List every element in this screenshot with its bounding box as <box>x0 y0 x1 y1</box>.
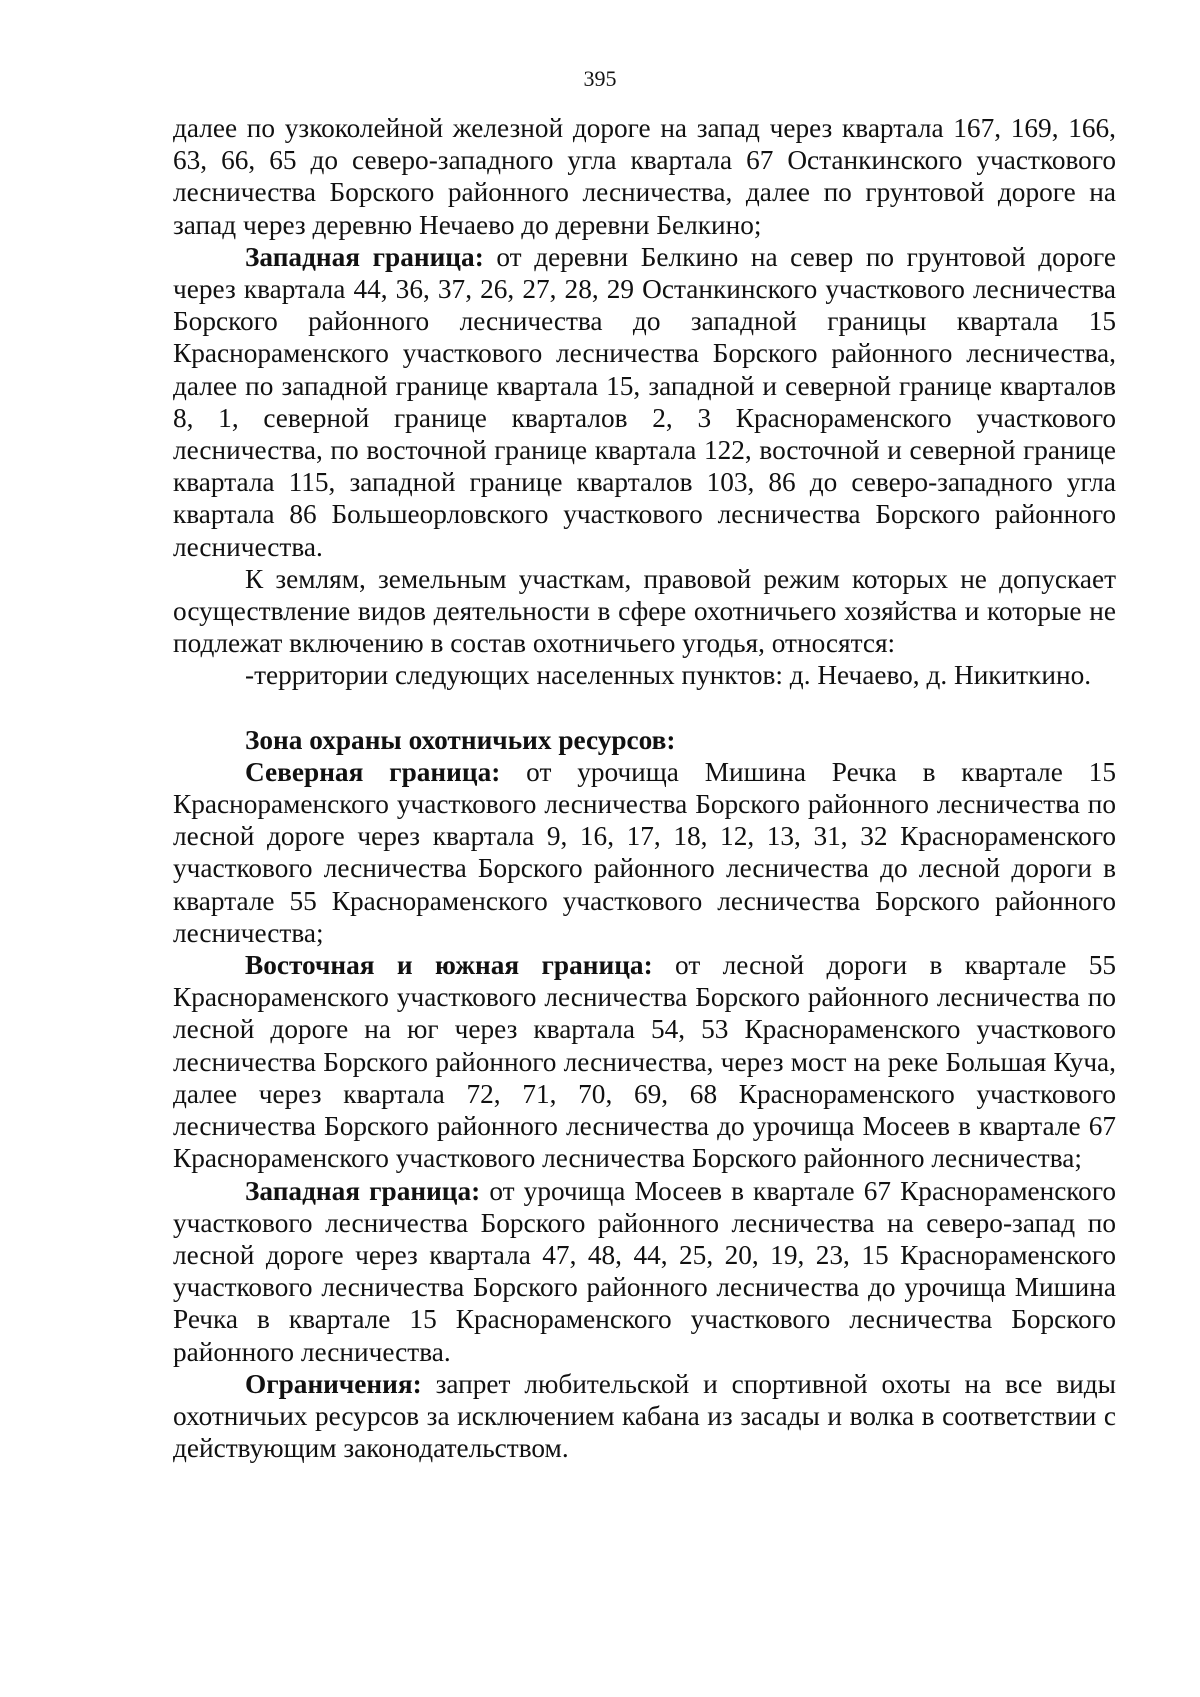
paragraph-restrictions <box>173 1368 1116 1465</box>
document-body <box>173 112 1116 1464</box>
paragraph-west-border <box>173 241 1116 563</box>
east-south-border-label: Восточная и южная граница: <box>245 950 653 981</box>
zone-west-border-text: от урочища Мосеев в квартале 67 Краснораменского участкового лесничества Борского районного лесничества на северо-запад по лесной дороге через квартала 47, 48, 44, 25, 20, 19, 23, 15 Краснораменского участкового лесничества Борского районного лесничества до урочища Мишина Речка в квартале 15 Краснораменского участкового лесничества Борского районного лесничества. <box>173 1175 1116 1367</box>
restrictions-text: запрет любительской и спортивной охоты на все виды охотничьих ресурсов за исключением кабана из засады и волка в соответствии с действующим законодательством. <box>173 1368 1116 1464</box>
paragraph-settlements: -территории следующих населенных пунктов: д. Нечаево, д. Никиткино. <box>245 660 1092 691</box>
paragraph-excluded-lands: К землям, земельным участкам, правовой режим которых не допускает осуществление видов деятельности в сфере охотничьего хозяйства и которые не подлежат включению в состав охотничьего угодья, относятся: <box>173 563 1116 659</box>
zone-west-border-label: Западная граница: <box>245 1175 481 1206</box>
paragraph-north-border <box>173 756 1116 949</box>
section-spacer <box>173 692 1116 724</box>
east-south-border-text: от лесной дороги в квартале 55 Краснораменского участкового лесничества Борского районного лесничества по лесной дороге на юг через квартала 54, 53 Краснораменского участкового лесничества Борского районного лесничества, через мост на реке Большая Куча, далее через квартала 72, 71, 70, 69, 68 Краснораменского участкового лесничества Борского районного лесничества до урочища Мосеев в квартале 67 Краснораменского участкового лесничества Борского районного лесничества; <box>173 950 1117 1174</box>
restrictions-label: Ограничения: <box>245 1368 422 1399</box>
zone-heading: Зона охраны охотничьих ресурсов: <box>245 724 676 755</box>
north-border-label: Северная граница: <box>245 756 501 787</box>
paragraph-zone-west-border <box>173 1175 1116 1368</box>
west-border-text: от деревни Белкино на север по грунтовой дороге через квартала 44, 36, 37, 26, 27, 28, 29 Останкинского участкового лесничества Борского районного лесничества до западной границы квартала 15 Краснораменского участкового лесничества Борского районного лесничества, далее по западной границе квартала 15, западной и северной границе кварталов 8, 1, северной границе кварталов 2, 3 Краснораменского участкового лесничества, по восточной границе квартала 122, восточной и северной границе квартала 115, западной границе кварталов 103, 86 до северо-западного угла квартала 86 Большеорловского участкового лесничества Борского районного лесничества. <box>173 241 1116 562</box>
page-number: 395 <box>583 66 617 91</box>
paragraph-continuation: далее по узкоколейной железной дороге на запад через квартала 167, 169, 166, 63, 66, 65 до северо-западного угла квартала 67 Останкинского участкового лесничества Борского районного лесничества, далее по грунтовой дороге на запад через деревню Нечаево до деревни Белкино; <box>173 113 1116 240</box>
west-border-label: Западная граница: <box>245 241 484 272</box>
paragraph-east-south-border <box>173 949 1116 1174</box>
north-border-text: от урочища Мишина Речка в квартале 15 Краснораменского участкового лесничества Борского районного лесничества по лесной дороге через квартала 9, 16, 17, 18, 12, 13, 31, 32 Краснораменского участкового лесничества Борского районного лесничества до лесной дороги в квартале 55 Краснораменского участкового лесничества Борского районного лесничества; <box>173 756 1116 948</box>
